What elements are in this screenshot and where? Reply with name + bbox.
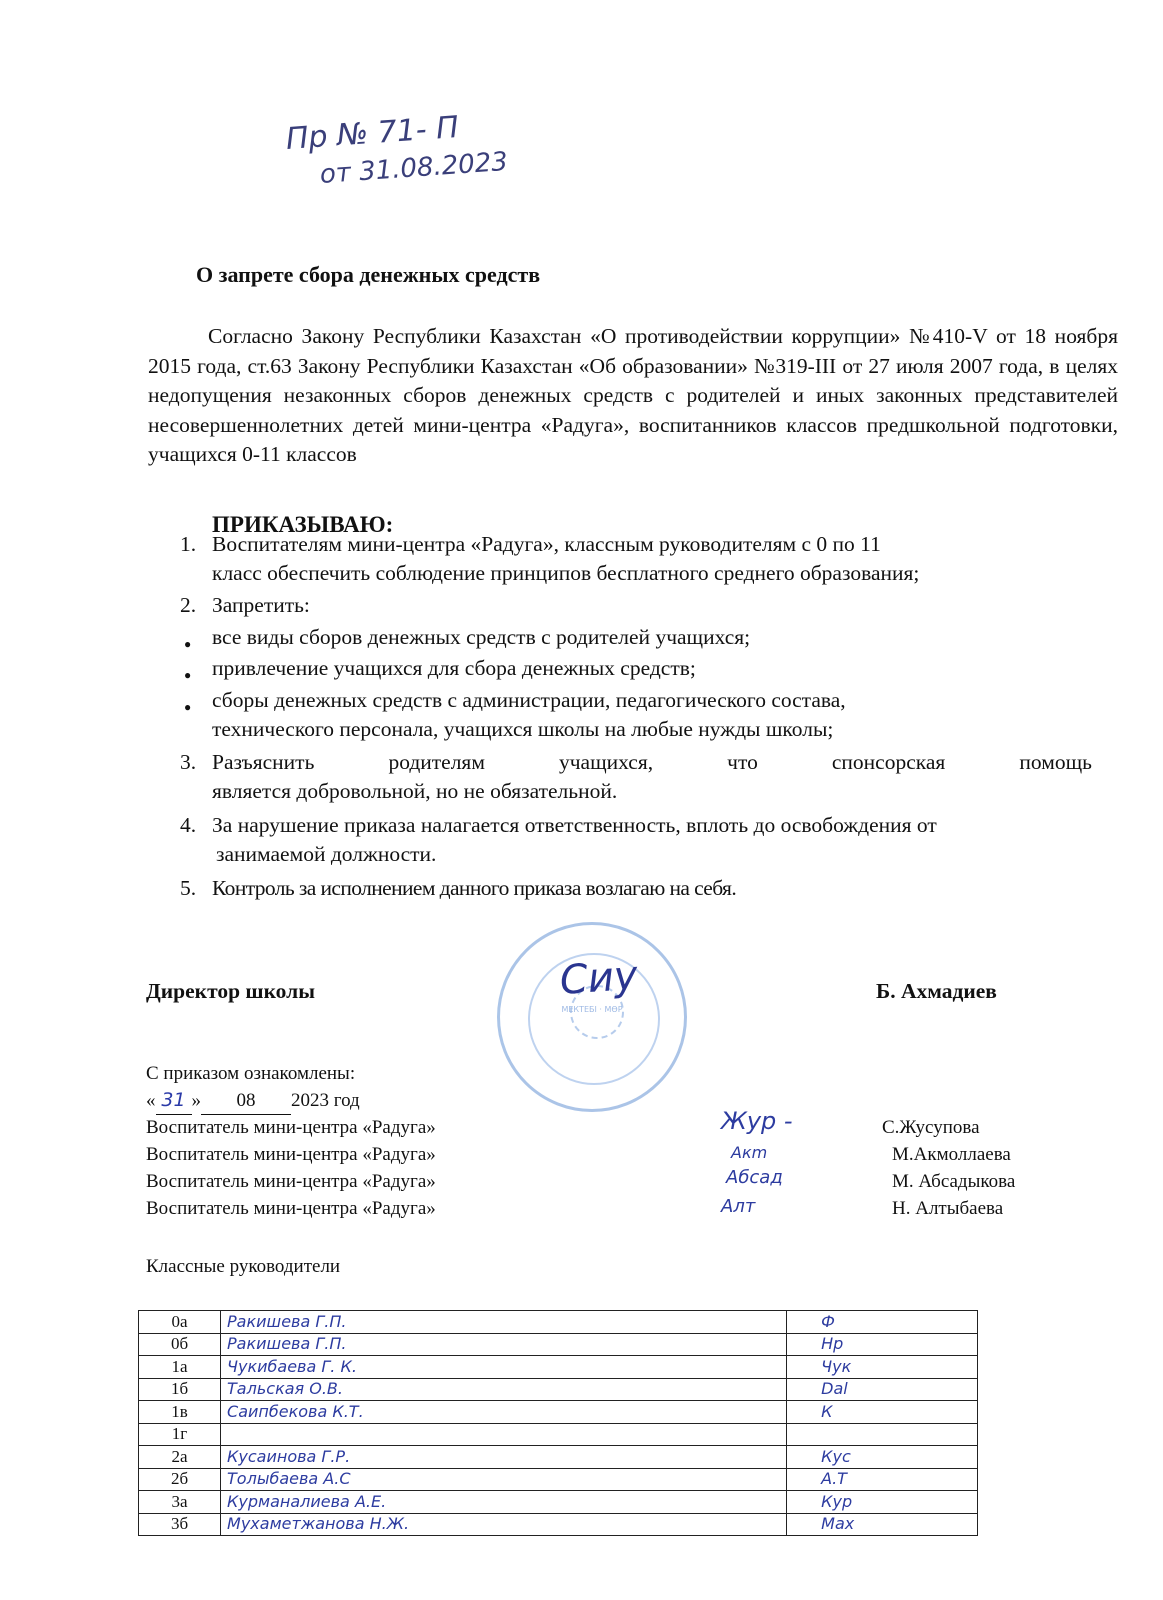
list-item-2 [0,591,1163,621]
ack-name: М. Абсадыкова [892,1171,1016,1192]
teacher-name-cell [221,1468,787,1491]
teacher-signature: Чук [821,1356,852,1376]
ack-name: Н. Алтыбаева [892,1198,1004,1219]
date-close-quote: » [191,1090,201,1111]
date-month: 08 [201,1087,291,1115]
teacher-signature: Нр [821,1334,844,1354]
director-name: Б. Ахмадиев [876,979,997,1003]
item-3-line2: является добровольной, но не обязательной. [212,779,618,803]
list-item-5 [0,874,1163,904]
teacher-name: Кусаинова Г.Р. [227,1446,351,1466]
handwritten-order-number: Пр № 71- П [284,109,460,157]
item-1-line1: Воспитателям мини-центра «Радуга», классным руководителям с 0 по 11 [212,532,881,556]
ack-signature: Алт [721,1196,756,1217]
signature-cell [787,1446,978,1469]
document-title: О запрете сбора денежных средств [196,262,541,287]
bullet-icon: ● [184,668,192,682]
teacher-name: Тальская О.В. [227,1379,343,1399]
ack-role: Воспитатель мини-центра «Радуга» [146,1171,436,1192]
item-2-text: Запретить: [212,593,310,617]
acknowledgement-date [146,1087,360,1115]
teacher-name-cell [221,1491,787,1514]
teacher-signature: Кур [821,1491,853,1511]
teacher-name-cell [221,1311,787,1334]
director-title: Директор школы [146,979,315,1003]
teacher-name: Толыбаева А.С [227,1469,351,1489]
order-word: ПРИКАЗЫВАЮ: [212,512,394,537]
table-row [139,1378,978,1401]
ack-signature: Абсад [726,1167,783,1188]
word: спонсорская [831,750,946,774]
teacher-signature: Мах [821,1514,855,1534]
item-4-line1: За нарушение приказа налагается ответственность, вплоть до освобождения от [212,813,937,837]
signature-cell [787,1401,978,1424]
teacher-signature: К [821,1401,833,1421]
word: помощь [1019,750,1092,774]
preamble-paragraph: Согласно Закону Республики Казахстан «О противодействии коррупции» №410-V от 18 ноября 2015 года, ст.63 Закону Республики Казахстан «Об образовании» №319-III от 27 июля 2007 года, в целях недопущения незаконных сборов денежных средств с родителей и иных законных представителей несовершеннолетних детей мини-центра «Радуга», воспитанников классов предшкольной подготовки, учащихся 0-11 классов [148,324,1118,466]
class-cell: 1г [139,1423,221,1446]
class-cell: 1б [139,1378,221,1401]
table-row [139,1356,978,1379]
teacher-name: Курманалиева А.Е. [227,1491,387,1511]
bullet-3-line2: технического персонала, учащихся школы на любые нужды школы; [212,717,834,741]
class-cell: 3а [139,1491,221,1514]
table-row [139,1468,978,1491]
signature-cell [787,1311,978,1334]
ack-row-3 [146,1168,1046,1195]
signature-cell [787,1356,978,1379]
class-cell: 0б [139,1333,221,1356]
acknowledgement-heading: С приказом ознакомлены: [146,1063,356,1084]
date-open-quote: « [146,1090,156,1111]
teacher-name: Ракишева Г.П. [227,1334,347,1354]
ack-role: Воспитатель мини-центра «Радуга» [146,1198,436,1219]
ack-role: Воспитатель мини-центра «Радуга» [146,1117,436,1138]
class-cell: 2а [139,1446,221,1469]
ack-row-1 [146,1107,1046,1141]
item-number: 3. [180,750,197,774]
word: Разъяснить [212,750,315,774]
table-row [139,1423,978,1446]
teacher-name-cell [221,1333,787,1356]
signature-cell [787,1333,978,1356]
teacher-signature: Ф [821,1311,835,1331]
table-row [139,1491,978,1514]
handwritten-order-date: от 31.08.2023 [318,146,509,190]
director-signature: Сиу [558,952,640,1004]
ack-role: Воспитатель мини-центра «Радуга» [146,1144,436,1165]
teacher-name: Саипбекова К.Т. [227,1401,364,1421]
bullet-1-text: все виды сборов денежных средств с родителей учащихся; [212,625,751,649]
bullet-item-1 [0,623,1163,653]
teacher-name: Мухаметжанова Н.Ж. [227,1514,410,1534]
signature-cell [787,1468,978,1491]
bullet-item-3 [0,686,1163,746]
date-year: 2023 год [291,1090,360,1111]
word: родителям [388,750,485,774]
ack-row-4 [146,1195,1046,1222]
list-item-3 [0,748,1163,808]
class-cell: 2б [139,1468,221,1491]
teacher-name: Чукибаева Г. К. [227,1356,357,1376]
teacher-signature: Dal [821,1379,848,1399]
teacher-name-cell [221,1401,787,1424]
ack-row-2 [146,1141,1046,1168]
ack-signature: Жур - [721,1107,793,1135]
class-cell: 0а [139,1311,221,1334]
item-number: 4. [180,813,197,837]
list-item-1 [0,530,1163,590]
teacher-name-cell [221,1356,787,1379]
list-item-4 [0,811,1163,871]
class-cell: 1а [139,1356,221,1379]
class-cell: 3б [139,1513,221,1536]
class-teachers-table [138,1310,978,1536]
teacher-signature: А.Т [821,1469,847,1489]
date-day: 31 [156,1087,192,1115]
bullet-3-line1: сборы денежных средств с администрации, педагогического состава, [212,688,846,712]
class-teachers-heading: Классные руководители [146,1256,341,1277]
table-row [139,1446,978,1469]
table-row [139,1513,978,1536]
item-number: 5. [180,876,197,900]
item-number: 2. [180,593,197,617]
item-number: 1. [180,532,197,556]
bullet-icon: ● [184,637,192,651]
word: что [727,750,758,774]
teacher-name: Ракишева Г.П. [227,1311,347,1331]
item-4-line2: занимаемой должности. [216,842,437,866]
signature-cell [787,1491,978,1514]
teacher-name-cell [221,1446,787,1469]
signature-cell [787,1423,978,1446]
item-5-text: Контроль за исполнением данного приказа возлагаю на себя. [212,876,737,900]
item-3-line1 [212,748,1092,777]
official-stamp [497,922,687,1112]
table-row [139,1333,978,1356]
class-cell: 1в [139,1401,221,1424]
bullet-icon: ● [184,700,192,714]
table-row [139,1311,978,1334]
teacher-name-cell [221,1513,787,1536]
signature-cell [787,1513,978,1536]
item-1-line2: класс обеспечить соблюдение принципов бесплатного среднего образования; [212,561,920,585]
teacher-name-cell [221,1378,787,1401]
teacher-name-cell [221,1423,787,1446]
signature-cell [787,1378,978,1401]
stamp-text: МЕКТЕБІ · МӨР [561,1005,623,1014]
ack-name: М.Акмоллаева [892,1144,1011,1165]
word: учащихся, [558,750,654,774]
bullet-item-2 [0,654,1163,684]
bullet-2-text: привлечение учащихся для сбора денежных средств; [212,656,696,680]
teacher-signature: Кус [821,1446,851,1466]
ack-name: С.Жусупова [882,1117,980,1138]
ack-signature: Aкm [731,1143,768,1162]
table-row [139,1401,978,1424]
